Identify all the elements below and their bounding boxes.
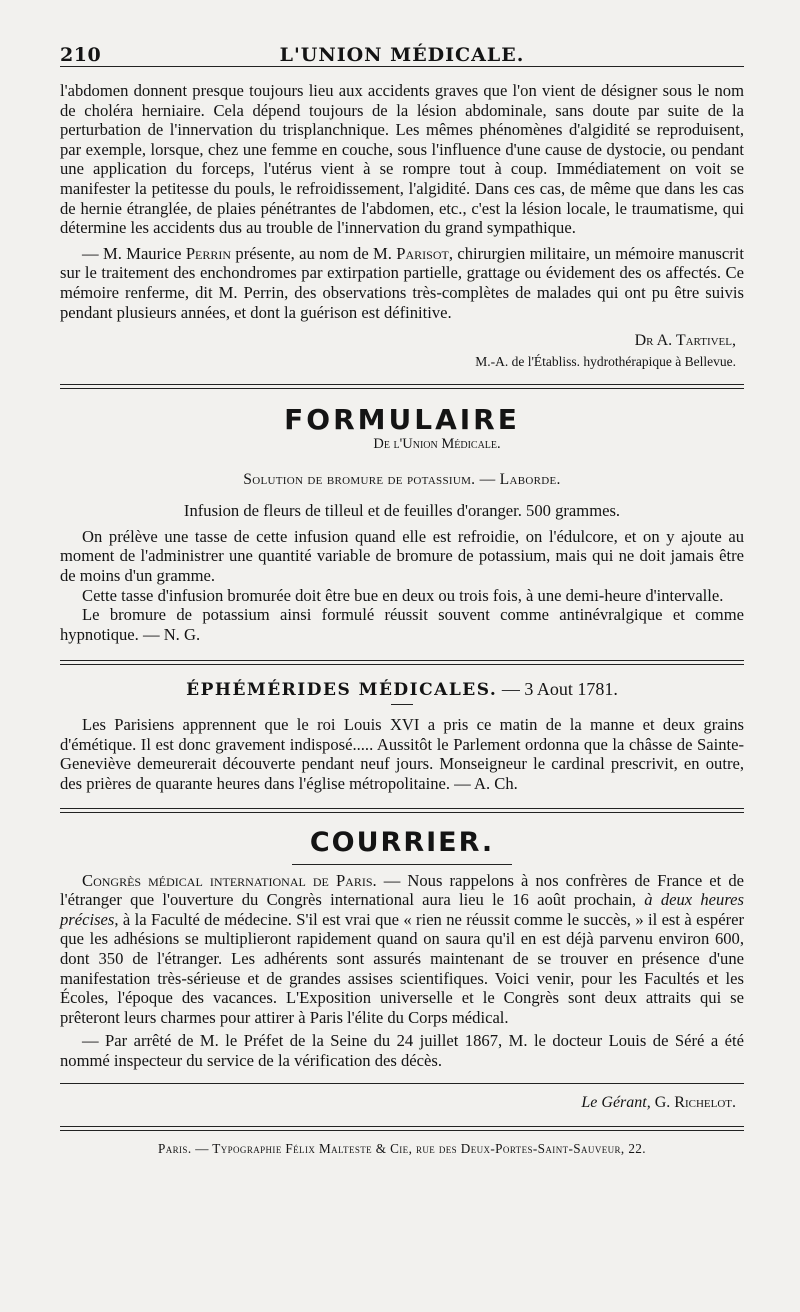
- formulaire-paragraph: Le bromure de potassium ainsi formulé réussit souvent comme antinévralgique et comme hypnotique. — N. G.: [60, 605, 744, 644]
- gerant-line: [60, 1094, 736, 1112]
- journal-title: L'UNION MÉDICALE.: [279, 44, 525, 66]
- printer-imprint: Paris. — Typographie Félix Malteste & Cie, rue des Deux-Portes-Saint-Sauveur, 22.: [157, 1140, 646, 1156]
- signature-affiliation: M.-A. de l'Établiss. hydrothérapique à Bellevue.: [475, 354, 736, 370]
- article-signature: Dr A. Tartivel,: [634, 332, 736, 350]
- ephemerides-text: Les Parisiens apprennent que le roi Louis XVI a pris ce matin de la manne et deux grains d'émétique. Il est donc gravement indisposé..... Aussitôt le Parlement ordonna que la châsse de Sainte-Geneviève demeurerait découverte pendant neuf jours. Monseigneur le cardinal prescrivit, en outre, des prières de quarante heures dans l'église métropolitaine. — A. Ch.: [60, 715, 744, 794]
- courrier-paragraph: — Par arrêté de M. le Préfet de la Seine du 24 juillet 1867, M. le docteur Louis de Séré a été nommé inspecteur du service de la vérification des décès.: [60, 1031, 744, 1070]
- running-head: [60, 0, 744, 66]
- ephemerides-dash: [391, 704, 413, 705]
- gerant-label: Le Gérant,: [581, 1093, 651, 1111]
- ephemerides-title: ÉPHÉMÉRIDES MÉDICALES.: [186, 680, 498, 701]
- footer-rule: [60, 1083, 744, 1084]
- formulaire-paragraph: On prélève une tasse de cette infusion quand elle est refroidie, on l'édulcore, et on y ajoute au moment de l'administrer une quantité variable de bromure de potassium, mais qui ne doit jamais être de moins d'un gramme.: [60, 526, 744, 585]
- formulaire-title: FORMULAIRE: [284, 403, 520, 437]
- author-name-perrin: Perrin: [185, 243, 232, 263]
- courrier-italic: à deux heures précises: [60, 890, 744, 929]
- recipe-title: Solution de bromure de potassium. — Laborde.: [243, 471, 561, 489]
- courrier-paragraph: Congrès médical international de Paris. — Nous rappelons à nos confrères de France et de l'étranger que l'ouverture du Congrès international aura lieu le 16 août prochain, à deux heures précises, à la Faculté de médecine. S'il est vrai que « rien ne réussit comme le succès, » il est à espérer que les adhésions se multiplieront rapidement quand on saura qu'il en est déjà parvenu environ 600, dont 350 de l'étranger. Les adhérents sont assurés maintenant de se trouver en présence d'une manifestation très-sérieuse et de grandes assises scientifiques. Voici venir, pour les Facultés et les Écoles, l'époque des vacances. L'Exposition universelle et le Congrès sont deux attraits qui se prêteront leurs charmes pour attirer à Paris l'élite du Corps médical.: [60, 870, 744, 1027]
- recipe-ingredient: Infusion de fleurs de tilleul et de feuilles d'oranger. 500 grammes.: [183, 501, 621, 521]
- courrier-title: COURRIER.: [309, 826, 495, 858]
- courrier-rule: [292, 864, 512, 865]
- header-rule: [60, 66, 744, 67]
- section-divider-courrier: [60, 808, 744, 813]
- article-continuation: l'abdomen donnent presque toujours lieu aux accidents graves que l'on vient de désigner sous le nom de choléra herniaire. Cela dépend toujours de la lésion abdominale, sans doute par suite de la perturbation de l'innervation du trisplanchnique. Les mêmes phénomènes d'algidité se reproduisent, par exemple, lorsque, chez une femme en couche, sous l'influence d'une cause de dystocie, ou pendant une application du forceps, l'utérus vient à se rompre tout à coup. Immédiatement on voit se manifester la petitesse du pouls, le refroidissement, l'algidité. Dans ces cas, de même que dans les cas de hernie étranglée, de plaies pénétrantes de l'abdomen, etc., c'est la lésion locale, le traumatisme, qui détermine les accidents dus au trouble de l'innervation du grand sympathique.: [60, 81, 744, 238]
- perrin-paragraph: — M. Maurice Perrin présente, au nom de M. Parisot, chirurgien militaire, un mémoire manuscrit sur le traitement des enchondromes par extirpation partielle, grattage ou évidement des os affectés. Ce mémoire renferme, dit M. Perrin, des observations très-complètes de malades qui ont pu être suivis pendant plusieurs années, et dont la guérison est définitive.: [60, 243, 744, 322]
- ephemerides-heading: [60, 679, 744, 700]
- gerant-name: G. Richelot.: [650, 1093, 736, 1111]
- imprint-rule: [60, 1126, 744, 1131]
- ephemerides-date: — 3 Aout 1781.: [497, 679, 618, 700]
- page-number: 210: [60, 44, 102, 66]
- formulaire-paragraph: Cette tasse d'infusion bromurée doit être bue en deux ou trois fois, à une demi-heure d'intervalle.: [82, 585, 724, 605]
- formulaire-subtitle: De l'Union Médicale.: [373, 436, 501, 453]
- author-name-parisot: Parisot: [396, 243, 449, 263]
- courrier-lead: Congrès médical international de Paris.: [82, 870, 377, 890]
- section-divider-formulaire: [60, 384, 744, 389]
- section-divider-ephemerides: [60, 660, 744, 665]
